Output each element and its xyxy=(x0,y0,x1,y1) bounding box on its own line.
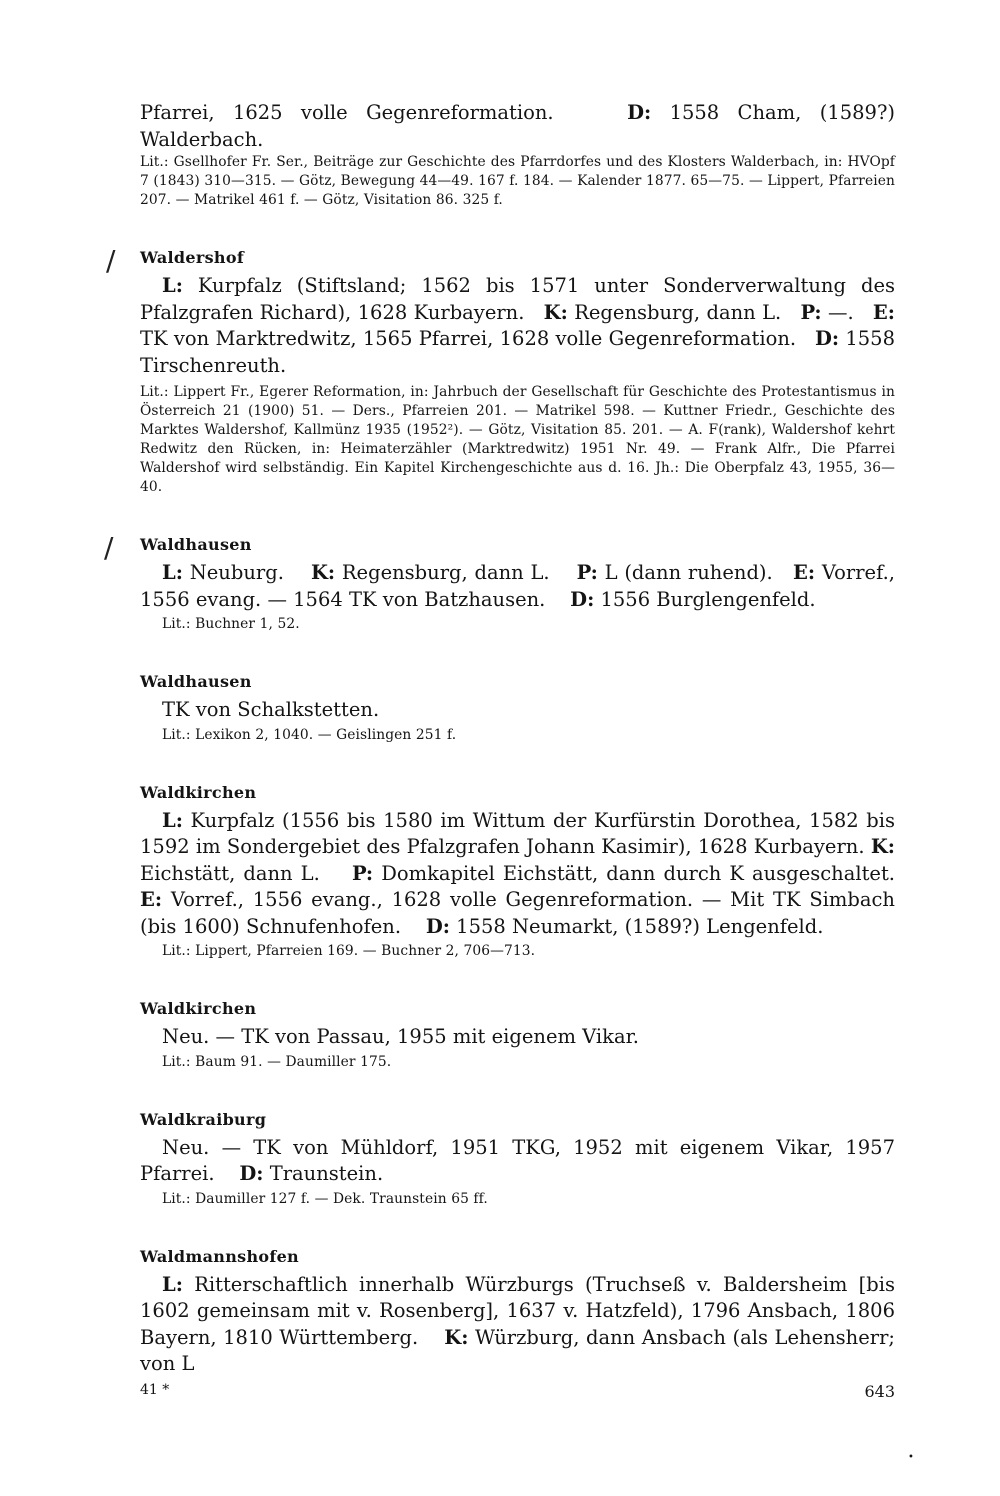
literature: Lit.: Daumiller 127 f. — Dek. Traunstein 65 ff. xyxy=(162,1190,488,1207)
margin-mark: / xyxy=(104,531,114,564)
entry-text xyxy=(140,273,895,379)
text-d: Traunstein. xyxy=(269,1162,384,1185)
text-l: Neuburg. xyxy=(189,561,284,584)
label-l: L: xyxy=(162,561,183,584)
entry-title: Waldkraiburg xyxy=(140,1109,267,1129)
label-l: L: xyxy=(162,274,183,297)
entry-waldhausen-schalkstetten xyxy=(140,672,895,745)
text-e: TK von Marktredwitz, 1565 Pfarrei, 1628 volle Gegenreformation. xyxy=(140,327,797,350)
entry-waldkirchen-kurpfalz xyxy=(140,783,895,962)
entry-title: Waldhausen xyxy=(140,672,252,691)
page-content xyxy=(104,100,896,1378)
text-d: 1558 Tirschenreuth. xyxy=(140,327,895,377)
entry-waldkraiburg xyxy=(140,1110,895,1209)
label-e: E: xyxy=(140,888,163,911)
literature: Lit.: Buchner 1, 52. xyxy=(162,616,300,632)
label-k: K: xyxy=(543,300,568,324)
entry-text xyxy=(140,1272,895,1378)
literature: Lit.: Gsellhofer Fr. Ser., Beiträge zur Geschichte des Pfarrdorfes und des Klosters Walderbach, in: HVOpf 7 (1843) 310—315. — Götz, Bewegung 44—49. 167 f. 184. — Kalender 1877. 65—75. — Lippert, Pfarreien 207. — Matrikel 461 f. — Götz, Visitation 86. 325 f. xyxy=(140,154,895,208)
entry-waldkirchen-passau xyxy=(140,999,895,1072)
label-d: D: xyxy=(814,327,840,350)
entry-waldmannshofen xyxy=(140,1247,895,1378)
text-l: Ritterschaftlich innerhalb Würzburgs (Truchseß v. Baldersheim [bis 1602 gemeinsam mit v. Rosenberg], 1637 v. Hatzfeld), 1796 Ansbach, 1806 Bayern, 1810 Württemberg. xyxy=(140,1272,895,1349)
label-p: P: xyxy=(800,300,822,324)
text-k: Regensburg, dann L. xyxy=(574,300,782,324)
entry-title: Waldhausen xyxy=(140,535,252,554)
entry-text xyxy=(140,1135,895,1188)
label-k: K: xyxy=(310,561,336,584)
text-e: Vorref., 1556 evang., 1628 volle Gegenreformation. — Mit TK Simbach (bis 1600) Schnufenhofen. xyxy=(140,888,895,938)
entry-title: Waldkirchen xyxy=(140,999,257,1018)
literature: Lit.: Lippert Fr., Egerer Reformation, in: Jahrbuch der Gesellschaft für Geschichte des Protestantismus in Österreich 21 (1900) 51. — Ders., Pfarreien 201. — Matrikel 598. — Kuttner Friedr., Geschichte des Marktes Waldershof, Kallmünz 1935 (1952²). — Götz, Visitation 85. 201. — A. F(rank), Waldershof kehrt Redwitz den Rücken, in: Heimaterzähler (Marktredwitz) 1951 Nr. 49. — Frank Alfr., Die Pfarrei Waldershof wird selbständig. Ein Kapitel Kirchengeschichte aus d. 16. Jh.: Die Oberpfalz 43, 1955, 36—40. xyxy=(140,384,895,495)
literature: Lit.: Lippert, Pfarreien 169. — Buchner 2, 706—713. xyxy=(162,943,536,959)
page-number: 643 xyxy=(864,1382,895,1401)
entry-continuation xyxy=(140,100,895,210)
text-segment: Pfarrei, 1625 volle Gegenreformation. xyxy=(140,101,554,124)
text-p: L (dann ruhend). xyxy=(604,561,773,584)
label-d: D: xyxy=(627,101,652,124)
text-d: 1558 Neumarkt, (1589?) Lengenfeld. xyxy=(456,914,824,938)
text-segment: Neu. — TK von Mühldorf, 1951 TKG, 1952 mit eigenem Vikar, 1957 Pfarrei. xyxy=(140,1135,895,1185)
text-d: 1558 Cham, (1589?) Walderbach. xyxy=(140,101,896,151)
label-d: D: xyxy=(570,587,595,611)
entry-waldhausen-neuburg xyxy=(104,531,895,634)
label-l: L: xyxy=(162,808,183,832)
entry-text: Neu. — TK von Passau, 1955 mit eigenem Vikar. xyxy=(162,1025,639,1048)
entry-title: Waldkirchen xyxy=(140,782,257,802)
label-d: D: xyxy=(239,1162,264,1185)
label-k: K: xyxy=(870,835,895,858)
entry-text: TK von Schalkstetten. xyxy=(162,698,380,721)
label-d: D: xyxy=(425,914,450,938)
entry-waldershof xyxy=(106,244,895,497)
text-k: Regensburg, dann L. xyxy=(341,561,550,584)
text-d: 1556 Burglengenfeld. xyxy=(600,587,816,611)
stray-dot: • xyxy=(908,1452,914,1463)
text-l: Kurpfalz (1556 bis 1580 im Wittum der Kurfürstin Dorothea, 1582 bis 1592 im Sondergebiet des Pfalzgrafen Johann Kasimir), 1628 Kurbayern. xyxy=(140,808,895,858)
label-p: P: xyxy=(351,861,374,885)
label-e: E: xyxy=(872,300,895,324)
entry-text xyxy=(140,100,895,153)
entry-title: Waldmannshofen xyxy=(140,1246,299,1266)
signature-mark: 41 * xyxy=(140,1382,170,1398)
text-k: Würzburg, dann Ansbach (als Lehensherr; von L xyxy=(140,1325,895,1375)
entry-text xyxy=(140,808,895,941)
label-e: E: xyxy=(793,561,816,584)
text-p: —. xyxy=(828,300,854,324)
label-l: L: xyxy=(162,1272,183,1296)
margin-mark: / xyxy=(106,244,116,277)
text-k: Eichstätt, dann L. xyxy=(140,861,320,885)
entry-title: Waldershof xyxy=(140,248,245,267)
literature: Lit.: Lexikon 2, 1040. — Geislingen 251 f. xyxy=(162,726,457,743)
text-p: Domkapitel Eichstätt, dann durch K ausgeschaltet. xyxy=(381,861,895,885)
entry-text xyxy=(140,560,895,613)
label-p: P: xyxy=(576,561,598,584)
text-e: Vorref., 1556 evang. — 1564 TK von Batzhausen. xyxy=(140,561,895,611)
literature: Lit.: Baum 91. — Daumiller 175. xyxy=(162,1053,392,1070)
text-l: Kurpfalz (Stiftsland; 1562 bis 1571 unter Sonderverwaltung des Pfalzgrafen Richard), 1628 Kurbayern. xyxy=(140,274,895,324)
label-k: K: xyxy=(444,1325,469,1349)
